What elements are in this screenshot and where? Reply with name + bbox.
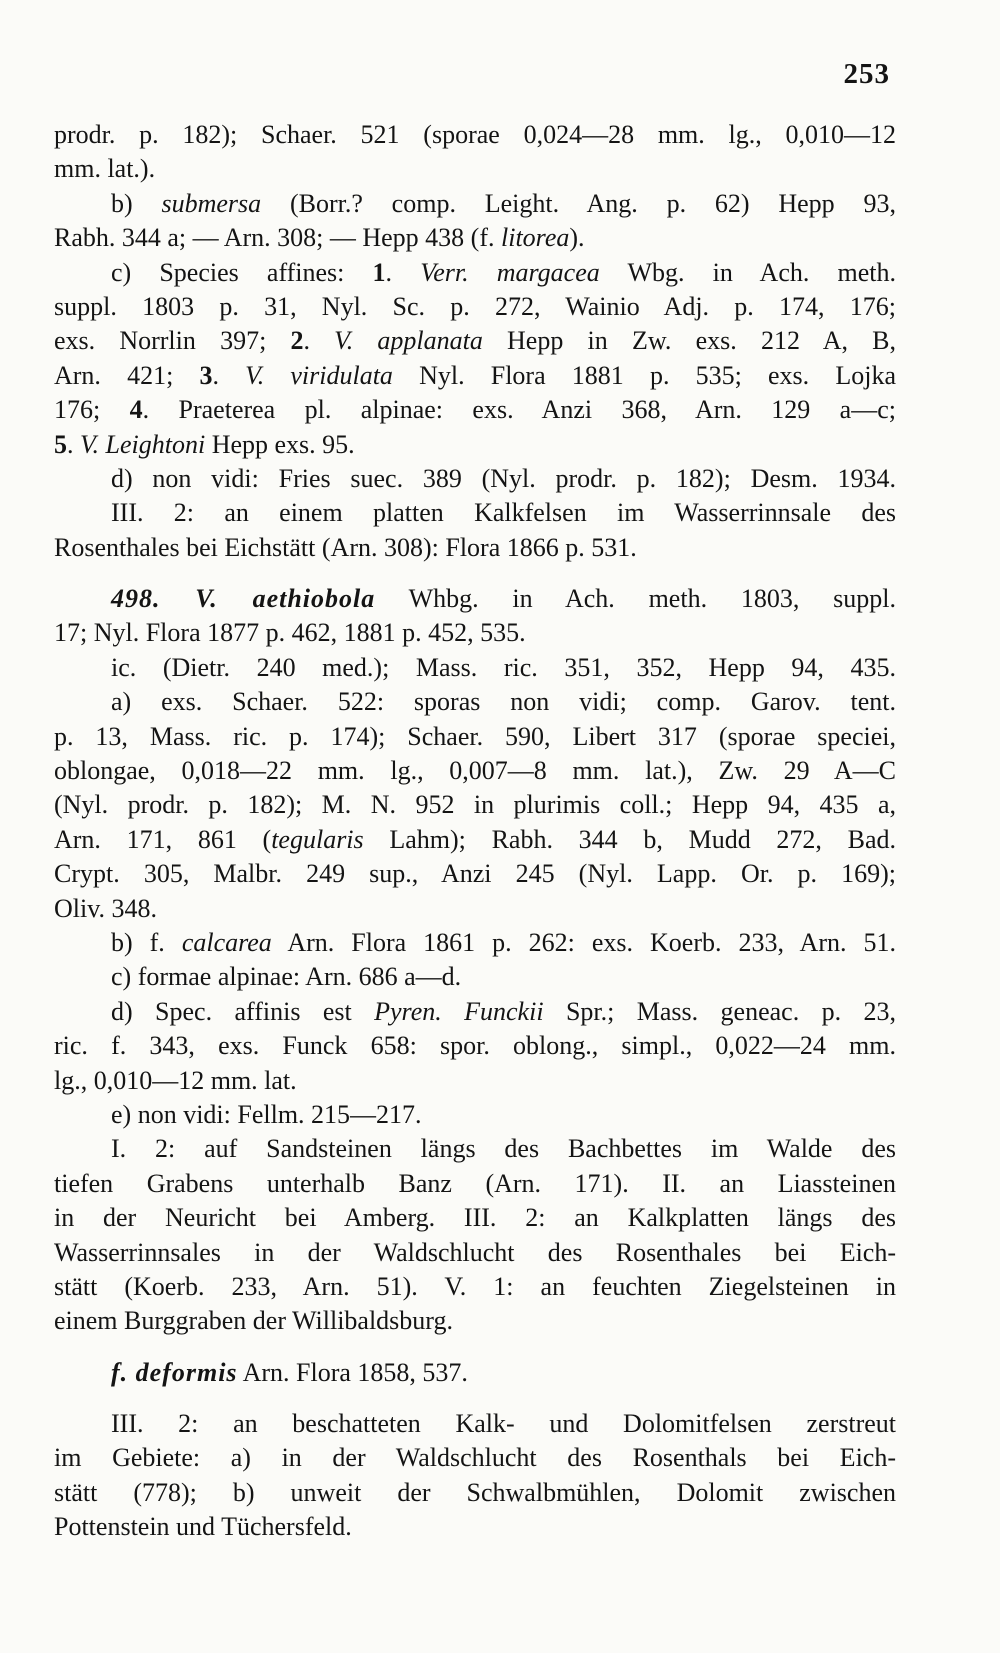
- text-run: Pottenstein und Tüchersfeld.: [54, 1512, 352, 1542]
- text-run: Wasserrinnsales in der Waldschlucht des Rosenthales bei Eich-: [54, 1237, 896, 1267]
- text-line: [54, 685, 896, 719]
- text-run: ric. f. 343, exs. Funck 658: spor. oblong., simpl., 0,022—24 mm.: [54, 1031, 896, 1061]
- species-heading: f. deformis: [111, 1357, 238, 1387]
- text-run: oblongae, 0,018—22 mm. lg., 0,007—8 mm. lat.), Zw. 29 A—C: [54, 756, 896, 786]
- text-line: [54, 1201, 896, 1235]
- text-line: [54, 118, 896, 152]
- text-run: b): [111, 188, 162, 218]
- text-line: [54, 187, 896, 221]
- text-run: exs. Norrlin 397;: [54, 326, 291, 356]
- text-line: [54, 496, 896, 530]
- italic-taxon: V. viridulata: [245, 360, 393, 390]
- text-run: in der Neuricht bei Amberg. III. 2: an Kalkplatten längs des: [54, 1203, 896, 1233]
- text-run: Hepp exs. 95.: [205, 429, 355, 459]
- italic-taxon: calcarea: [181, 927, 272, 957]
- text-line: [54, 892, 896, 926]
- text-line: [54, 926, 896, 960]
- text-run: 17; Nyl. Flora 1877 p. 462, 1881 p. 452, 535.: [54, 618, 526, 648]
- text-run: prodr. p. 182); Schaer. 521 (sporae 0,024—28 mm. lg., 0,010—12: [54, 120, 896, 149]
- text-line: [54, 1441, 896, 1475]
- text-run: Spr.; Mass. geneac. p. 23,: [543, 996, 896, 1026]
- text-run: lg., 0,010—12 mm. lat.: [54, 1065, 297, 1095]
- text-run: Wbg. in Ach. meth.: [599, 257, 897, 287]
- italic-taxon: Pyren. Funckii: [374, 996, 544, 1026]
- text-run: e) non vidi: Fellm. 215—217.: [111, 1099, 422, 1129]
- text-run: einem Burggraben der Willibaldsburg.: [54, 1306, 453, 1336]
- text-line: [54, 1510, 896, 1544]
- text-line: [54, 1098, 896, 1132]
- text-run: c) formae alpinae: Arn. 686 a—d.: [111, 962, 462, 992]
- text-run: p. 13, Mass. ric. p. 174); Schaer. 590, Libert 317 (sporae speciei,: [54, 721, 896, 751]
- text-run: 3: [199, 360, 213, 390]
- text-run: Rabh. 344 a; — Arn. 308; — Hepp 438 (f.: [54, 223, 502, 253]
- text-line: [54, 1064, 896, 1098]
- text-line: [54, 221, 896, 255]
- text-run: . Praeterea pl. alpinae: exs. Anzi 368, Arn. 129 a—c;: [142, 395, 896, 425]
- text-line: [54, 359, 896, 393]
- text-line: [54, 1270, 896, 1304]
- text-run: .: [67, 429, 80, 459]
- text-line: [54, 1236, 896, 1270]
- text-line: [54, 651, 896, 685]
- text-line: [54, 256, 896, 290]
- text-run: III. 2: an einem platten Kalkfelsen im Wasserrinnsale des: [111, 498, 896, 528]
- text-run: .: [385, 257, 421, 287]
- text-run: Whbg. in Ach. meth. 1803, suppl.: [375, 584, 896, 614]
- text-line: [54, 1356, 896, 1390]
- text-line: [54, 582, 896, 616]
- text-run: 1: [372, 257, 386, 287]
- text-run: tiefen Grabens unterhalb Banz (Arn. 171). II. an Liassteinen: [54, 1168, 896, 1198]
- text-run: Hepp in Zw. exs. 212 A, B,: [482, 326, 896, 356]
- text-run: Oliv. 348.: [54, 893, 158, 923]
- body-text: [54, 118, 896, 1545]
- text-run: Arn. Flora 1861 p. 262: exs. Koerb. 233, Arn. 51.: [271, 927, 896, 957]
- text-line: [54, 393, 896, 427]
- text-run: 2: [290, 326, 304, 356]
- text-run: a) exs. Schaer. 522: sporas non vidi; comp. Garov. tent.: [111, 687, 896, 717]
- text-line: [54, 823, 896, 857]
- text-run: im Gebiete: a) in der Waldschlucht des Rosenthals bei Eich-: [54, 1443, 896, 1473]
- text-line: [54, 857, 896, 891]
- text-run: Lahm); Rabh. 344 b, Mudd 272, Bad.: [363, 824, 896, 854]
- text-run: 176;: [54, 395, 130, 425]
- text-run: 4: [129, 395, 143, 425]
- text-line: [54, 324, 896, 358]
- text-line: [54, 995, 896, 1029]
- italic-taxon: submersa: [161, 188, 262, 218]
- text-line: [54, 1029, 896, 1063]
- text-run: III. 2: an beschatteten Kalk- und Dolomitfelsen zerstreut: [111, 1409, 896, 1439]
- text-run: I. 2: auf Sandsteinen längs des Bachbettes im Walde des: [111, 1134, 896, 1164]
- text-run: suppl. 1803 p. 31, Nyl. Sc. p. 272, Wainio Adj. p. 174, 176;: [54, 291, 896, 321]
- text-run: stätt (778); b) unweit der Schwalbmühlen, Dolomit zwischen: [54, 1477, 896, 1507]
- text-line: [54, 462, 896, 496]
- text-line: [54, 960, 896, 994]
- text-run: Nyl. Flora 1881 p. 535; exs. Lojka: [392, 360, 896, 390]
- italic-taxon: litorea: [501, 223, 570, 253]
- text-run: (Nyl. prodr. p. 182); M. N. 952 in plurimis coll.; Hepp 94, 435 a,: [54, 790, 896, 820]
- text-run: ic. (Dietr. 240 med.); Mass. ric. 351, 352, Hepp 94, 435.: [111, 652, 896, 682]
- text-line: [54, 1132, 896, 1166]
- text-run: Arn. Flora 1858, 537.: [237, 1357, 468, 1387]
- text-run: Arn. 171, 861 (: [54, 824, 272, 854]
- text-run: Rosenthales bei Eichstätt (Arn. 308): Flora 1866 p. 531.: [54, 532, 637, 562]
- text-run: (Borr.? comp. Leight. Ang. p. 62) Hepp 93,: [261, 188, 896, 218]
- paragraph-gap: [54, 565, 896, 582]
- text-run: .: [212, 360, 246, 390]
- text-run: stätt (Koerb. 233, Arn. 51). V. 1: an feuchten Ziegelsteinen in: [54, 1271, 896, 1301]
- italic-taxon: Verr. margacea: [420, 257, 600, 287]
- text-line: [54, 1304, 896, 1338]
- text-line: [54, 531, 896, 565]
- italic-taxon: tegularis: [271, 824, 364, 854]
- text-run: d) non vidi: Fries suec. 389 (Nyl. prodr. p. 182); Desm. 1934.: [111, 463, 896, 493]
- text-run: Crypt. 305, Malbr. 249 sup., Anzi 245 (Nyl. Lapp. Or. p. 169);: [54, 859, 896, 889]
- text-line: [54, 1476, 896, 1510]
- text-line: [54, 428, 896, 462]
- text-run: 5: [54, 429, 67, 459]
- italic-taxon: V. Leightoni: [80, 429, 206, 459]
- text-line: [54, 1407, 896, 1441]
- text-run: b) f.: [111, 927, 182, 957]
- text-run: d) Spec. affinis est: [111, 996, 375, 1026]
- italic-taxon: V. applanata: [334, 326, 483, 356]
- text-line: [54, 290, 896, 324]
- species-heading: 498. V. aethiobola: [111, 584, 376, 614]
- text-run: mm. lat.).: [54, 154, 156, 184]
- page-number: 253: [843, 58, 890, 90]
- text-run: ).: [569, 223, 585, 253]
- text-run: Arn. 421;: [54, 360, 200, 390]
- text-line: [54, 788, 896, 822]
- text-line: [54, 1167, 896, 1201]
- text-line: [54, 754, 896, 788]
- paragraph-gap: [54, 1390, 896, 1407]
- text-line: [54, 152, 896, 186]
- text-run: .: [303, 326, 335, 356]
- text-line: [54, 720, 896, 754]
- text-line: [54, 616, 896, 650]
- text-run: c) Species affines:: [111, 257, 373, 287]
- paragraph-gap: [54, 1339, 896, 1356]
